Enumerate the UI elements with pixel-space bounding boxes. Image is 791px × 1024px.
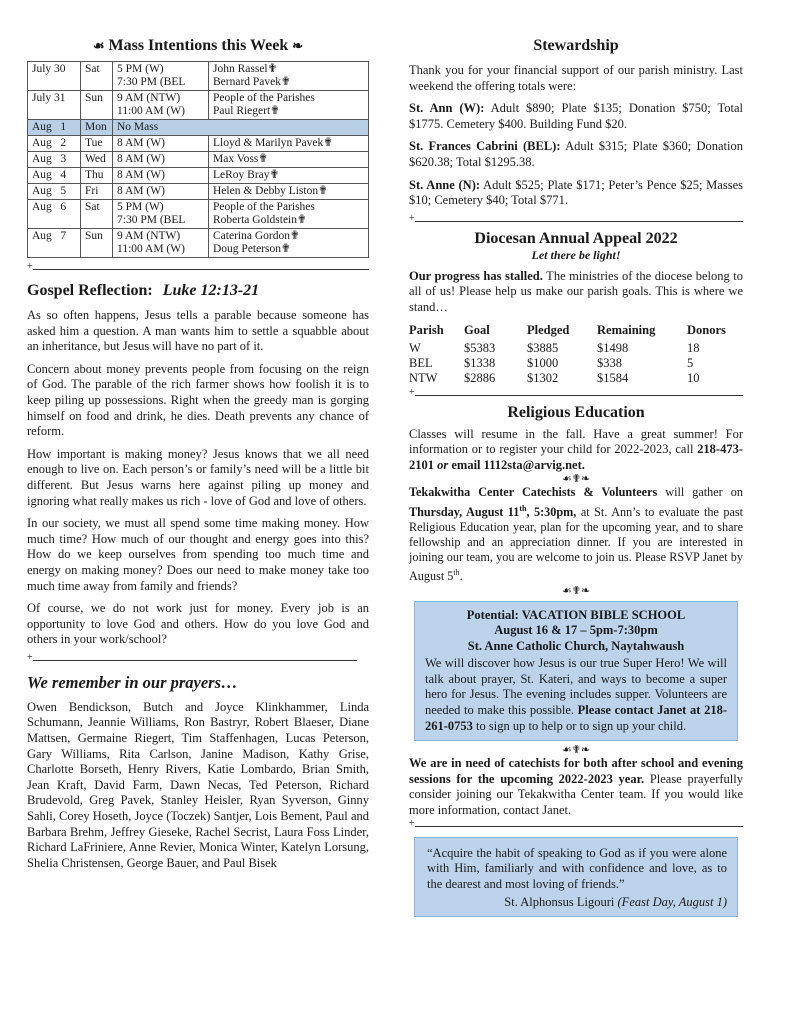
- appeal-row: [409, 341, 740, 356]
- vbs-contact[interactable]: Please contact Janet at 218-261-0753: [425, 702, 727, 733]
- mass-intention-text-2: Roberta Goldstein✟: [213, 214, 307, 226]
- meeting-end: .: [459, 569, 463, 584]
- mass-time: [113, 200, 209, 229]
- meeting-text: will gather on: [657, 485, 743, 500]
- mass-intention-text-2: Bernard Pavek✟: [213, 76, 291, 88]
- mass-day-text: Wed: [85, 153, 106, 165]
- mass-intention: [209, 136, 369, 152]
- mass-day-text: Thu: [85, 169, 104, 181]
- mass-time-text: 9 AM (NTW): [117, 230, 181, 242]
- stewardship-intro: Thank you for your financial support of our parish ministry. Last weekend the offering totals were:: [409, 63, 743, 93]
- appeal-cell: $1338: [464, 355, 496, 370]
- parish-name: St. Ann (W):: [409, 101, 485, 116]
- mass-intention: [209, 152, 369, 168]
- gospel-heading: [27, 282, 369, 300]
- meeting-details: at St. Ann’s to evaluate the past Religious Education year, plan for the upcoming year, and to share fellowship and an appreciation dinner. If you are interested in joining our team, you are welcome to join us. Please RSVP Janet by August 5: [409, 504, 743, 584]
- mass-date: [28, 136, 81, 152]
- mass-day-text: Mon: [85, 121, 107, 133]
- mass-row: [28, 120, 369, 136]
- mass-intention-text-2: Doug Peterson✟: [213, 243, 291, 255]
- mass-day: [81, 91, 113, 120]
- catechists-needed-text: Please prayerfully consider joining our Tekakwitha Center team. If you would like more information, contact Janet.: [409, 771, 743, 817]
- mass-row: [28, 168, 369, 184]
- mass-intention-text-2: Paul Riegert✟: [213, 105, 280, 117]
- divider-plus-icon: +: [409, 386, 415, 398]
- appeal-title: Diocesan Annual Appeal 2022: [474, 229, 678, 247]
- mass-row: [28, 136, 369, 152]
- parish-name: St. Anne (N):: [409, 177, 481, 192]
- appeal-column-header: Goal: [464, 322, 490, 337]
- gospel-reflection-body: [27, 308, 369, 648]
- mass-intention-text: John Rassel✟: [213, 63, 278, 75]
- appeal-cell: $1000: [527, 355, 559, 370]
- religious-ed-paragraph: [409, 427, 743, 474]
- mass-intentions-heading: [27, 37, 369, 55]
- mass-date-text: Aug 4: [32, 169, 67, 181]
- appeal-cell: $1584: [597, 370, 629, 385]
- mass-row: [28, 62, 369, 91]
- mass-date-text: Aug 5: [32, 185, 67, 197]
- gospel-title: Gospel Reflection:: [27, 282, 153, 299]
- appeal-column-header: Pledged: [527, 322, 570, 337]
- mass-date: [28, 91, 81, 120]
- ornament-divider-icon: ☙✟❧: [561, 744, 591, 757]
- mass-day-text: Sat: [85, 201, 100, 213]
- divider-plus-icon: +: [409, 212, 415, 224]
- mass-day: [81, 168, 113, 184]
- gospel-paragraph: How important is making money? Jesus knows that we all need enough to live on. Each person’s or family’s need will be a little bit different. But Jesus warns here against piling up money and ignoring what really makes us rich - love of God and love of others.: [27, 446, 369, 508]
- mass-day: [81, 152, 113, 168]
- mass-time-text: 8 AM (W): [117, 169, 165, 181]
- mass-row: [28, 152, 369, 168]
- mass-time-text: 8 AM (W): [117, 185, 165, 197]
- mass-date: [28, 200, 81, 229]
- appeal-column-header: Donors: [687, 322, 726, 337]
- appeal-cell: W: [409, 340, 421, 355]
- appeal-cell: $3885: [527, 340, 559, 355]
- divider-plus-icon: +: [27, 261, 33, 272]
- mass-intention: [209, 168, 369, 184]
- mass-intention: [209, 200, 369, 229]
- catechists-meeting-paragraph: [409, 485, 743, 584]
- quote-author: St. Alphonsus Ligouri: [504, 895, 618, 910]
- email-link[interactable]: 1112sta@arvig.net.: [480, 457, 585, 472]
- vbs-location: St. Anne Catholic Church, Naytahwaush: [467, 638, 685, 653]
- mass-date-text: Aug 6: [32, 201, 67, 213]
- quote-feast-day: (Feast Day, August 1): [617, 895, 727, 910]
- appeal-cell: $1498: [597, 340, 629, 355]
- mass-time-text: 5 PM (W): [117, 63, 164, 75]
- mass-time-text: 8 AM (W): [117, 153, 165, 165]
- appeal-table: [409, 323, 740, 386]
- mass-date-text: Aug 2: [32, 137, 67, 149]
- mass-date: [28, 229, 81, 258]
- mass-date: [28, 62, 81, 91]
- vbs-end: to sign up to help or to sign up your child.: [472, 718, 687, 733]
- appeal-cell: NTW: [409, 370, 438, 385]
- divider-plus-icon: +: [409, 817, 415, 829]
- mass-intention: [209, 62, 369, 91]
- mass-intention-text: People of the Parishes: [213, 92, 315, 104]
- vbs-dates: August 16 & 17 – 5pm-7:30pm: [494, 623, 658, 638]
- mass-time: [113, 62, 209, 91]
- gospel-reference: Luke 12:13-21: [162, 282, 260, 299]
- mass-intentions-table: [27, 61, 369, 258]
- quote-attribution: [427, 894, 727, 910]
- appeal-cell: $1302: [527, 370, 559, 385]
- section-divider: [27, 261, 369, 274]
- appeal-cell: $2886: [464, 370, 496, 385]
- section-divider: [409, 817, 743, 831]
- mass-date-text: Aug 3: [32, 153, 67, 165]
- section-divider: [409, 212, 743, 226]
- offering-totals: Adult $890; Plate $135; Donation $750; Total $1775. Cemetery $400. Building Fund $20.: [409, 101, 744, 131]
- mass-date: [28, 120, 81, 136]
- mass-intention-text: Max Voss✟: [213, 153, 268, 165]
- ornament-right-icon: ❧: [292, 38, 304, 53]
- appeal-cell: $5383: [464, 340, 496, 355]
- prayers-list: Owen Bendickson, Butch and Joyce Klinkhammer, Linda Schumann, Jeannie Williams, Ron Bastryr, Robert Blaeser, Diane Mattsen, Germaine Riegert, Tim Staffenhagen, Lucas Peterson, Gary Williams, Rita Carlson, Janine Madison, Kathy Grise, Charlotte Borseth, Henry Rivers, Katie Lombardo, Brian Smith, Jean Kraft, David Farm, Dawn Necas, Ted Peterson, Richard Brudevold, Greg Pavek, Stanley Heisler, Ryan Syverson, Ginny Sahli, Corey Hoseth, Joyce (Toczek) Santjer, Lois Bement, Paul and Barbara Brehm, Jeffrey Gieseke, Rachel Secrist, Laura Foss Linder, Richard LaFriniere, Anne Revier, Monica Winter, Katelyn Lorsung, Shelia Christensen, George Bauer, and Paul Bisek: [27, 699, 369, 870]
- mass-intentions-title: Mass Intentions this Week: [108, 37, 289, 54]
- mass-time-text: 8 AM (W): [117, 137, 165, 149]
- mass-time-text: 5 PM (W): [117, 201, 164, 213]
- appeal-column-header: Parish: [409, 322, 444, 337]
- mass-intention-text: Helen & Debby Liston✟: [213, 185, 328, 197]
- right-column: [409, 0, 743, 917]
- mass-day: [81, 120, 113, 136]
- mass-date-text: Aug 7: [32, 230, 67, 242]
- mass-intention-text: Lloyd & Marilyn Pavek✟: [213, 137, 333, 149]
- email-label: email: [451, 457, 481, 472]
- mass-intention-text: People of the Parishes: [213, 201, 315, 213]
- mass-intention-text: LeRoy Bray✟: [213, 169, 280, 181]
- mass-time-text: No Mass: [117, 121, 159, 133]
- mass-date-text: July 31: [32, 92, 66, 104]
- mass-day: [81, 136, 113, 152]
- mass-date: [28, 184, 81, 200]
- left-column: [27, 0, 369, 878]
- section-divider: [409, 386, 743, 400]
- prayers-title: We remember in our prayers…: [27, 672, 238, 692]
- appeal-cell: 10: [687, 370, 700, 385]
- catechists-needed-lead: We are in need of catechists for both after school and evening sessions for the upcoming 2022-2023 year.: [409, 756, 743, 786]
- mass-date: [28, 152, 81, 168]
- mass-day-text: Sat: [85, 63, 100, 75]
- divider-plus-icon: +: [27, 651, 33, 663]
- mass-time-text-2: 7:30 PM (BEL: [117, 76, 186, 88]
- gospel-paragraph: Concern about money prevents people from focusing on the reign of God. The parable of the rich farmer shows how foolish it is to keep piling up possessions. Right when the greedy man is gorging himself on food and drink, he dies. Death prevents any chance of reform.: [27, 361, 369, 439]
- mass-date-text: Aug 1: [32, 121, 67, 133]
- meeting-time: , 5:30pm,: [526, 504, 577, 519]
- mass-day-text: Fri: [85, 185, 99, 197]
- mass-date-text: July 30: [32, 63, 66, 75]
- mass-date: [28, 168, 81, 184]
- stewardship-entry: [409, 139, 743, 170]
- mass-time: [113, 120, 369, 136]
- mass-time: [113, 91, 209, 120]
- mass-time-text-2: 7:30 PM (BEL: [117, 214, 186, 226]
- vbs-title: Potential: VACATION BIBLE SCHOOL: [466, 607, 686, 622]
- mass-intention-text: Caterina Gordon✟: [213, 230, 300, 242]
- religious-ed-text: Classes will resume in the fall. Have a great summer! For information or to register your child for 2022-2023, call: [409, 426, 743, 457]
- mass-time: [113, 229, 209, 258]
- gospel-paragraph: In our society, we must all spend some time making money. How much time? How much of our thought and energy goes into this? How do we keep ourselves from spending too much time and energy on making money? Does our need to make money take too much time away from family and friends?: [27, 516, 369, 593]
- ornament-left-icon: ☙: [92, 38, 105, 53]
- religious-education-title: Religious Education: [507, 403, 645, 421]
- mass-time-text-2: 11:00 AM (W): [117, 243, 185, 255]
- date-suffix: th: [519, 503, 527, 513]
- mass-day: [81, 200, 113, 229]
- meeting-date: Thursday, August 11: [409, 504, 520, 519]
- ornament-divider-icon: ☙✟❧: [561, 584, 591, 597]
- appeal-subtitle: Let there be light!: [531, 247, 621, 262]
- appeal-cell: $338: [597, 355, 622, 370]
- mass-day-text: Tue: [85, 137, 103, 149]
- appeal-column-header: Remaining: [597, 322, 656, 337]
- appeal-text: [409, 269, 743, 316]
- offering-totals: Adult $315; Plate $360; Donation $620.38; Total $1295.38.: [409, 139, 743, 169]
- mass-time: [113, 184, 209, 200]
- mass-day-text: Sun: [85, 230, 103, 242]
- stewardship-entry: [409, 101, 743, 132]
- appeal-row: [409, 356, 740, 371]
- mass-row: [28, 91, 369, 120]
- quote-text: “Acquire the habit of speaking to God as if you were alone with Him, familiarly and with confidence and love, as to the dearest and most loving of friends.”: [427, 845, 727, 891]
- mass-day: [81, 229, 113, 258]
- mass-day: [81, 184, 113, 200]
- mass-row: [28, 229, 369, 258]
- appeal-cell: 5: [687, 355, 694, 370]
- stewardship-title: Stewardship: [533, 37, 619, 54]
- vbs-box: [414, 601, 738, 741]
- mass-time-text-2: 11:00 AM (W): [117, 105, 185, 117]
- mass-time: [113, 152, 209, 168]
- mass-intention: [209, 184, 369, 200]
- offering-totals: Adult $525; Plate $171; Peter’s Pence $25; Masses $10; Cemetery $40; Total $771.: [409, 177, 743, 208]
- gospel-paragraph: Of course, we do not work just for money. Every job is an opportunity to love God and others. How do you love God and others in your work/school?: [27, 601, 369, 647]
- ornament-divider-icon: ☙✟❧: [561, 473, 591, 486]
- mass-time: [113, 168, 209, 184]
- mass-day-text: Sun: [85, 92, 103, 104]
- parish-name: St. Frances Cabrini (BEL):: [409, 139, 561, 154]
- mass-intention: [209, 229, 369, 258]
- vbs-text: We will discover how Jesus is our true Super Hero! We will talk about prayer, St. Kateri, and ways to become a super hero for Jesus. The evening includes supper. Volunteers are needed to make this possible.: [425, 656, 727, 717]
- catechists-lead: Tekakwitha Center Catechists & Volunteers: [409, 485, 658, 500]
- mass-time: [113, 136, 209, 152]
- vbs-description: [425, 656, 727, 734]
- mass-day: [81, 62, 113, 91]
- appeal-body: The ministries of the diocese belong to all of us! Please help us make our parish goals. This is where we stand…: [409, 268, 743, 314]
- catechists-needed-paragraph: [409, 756, 743, 818]
- appeal-cell: 18: [687, 340, 700, 355]
- gospel-paragraph: As so often happens, Jesus tells a parable because someone has asked him a question. A man wants him to settle a squabble about an inheritance, but Jesus will have no part of it.: [27, 308, 369, 354]
- rsvp-date-suffix: th: [453, 568, 460, 578]
- or-text: or: [434, 457, 452, 472]
- phone-link[interactable]: 218-473-2101: [409, 442, 743, 472]
- section-divider: [27, 651, 357, 665]
- mass-row: [28, 184, 369, 200]
- mass-row: [28, 200, 369, 229]
- stewardship-entry: [409, 178, 743, 209]
- appeal-row: [409, 371, 740, 386]
- appeal-cell: BEL: [409, 355, 433, 370]
- mass-intention: [209, 91, 369, 120]
- appeal-lead: Our progress has stalled.: [409, 268, 543, 283]
- quote-box: [414, 837, 738, 918]
- mass-time-text: 9 AM (NTW): [117, 92, 181, 104]
